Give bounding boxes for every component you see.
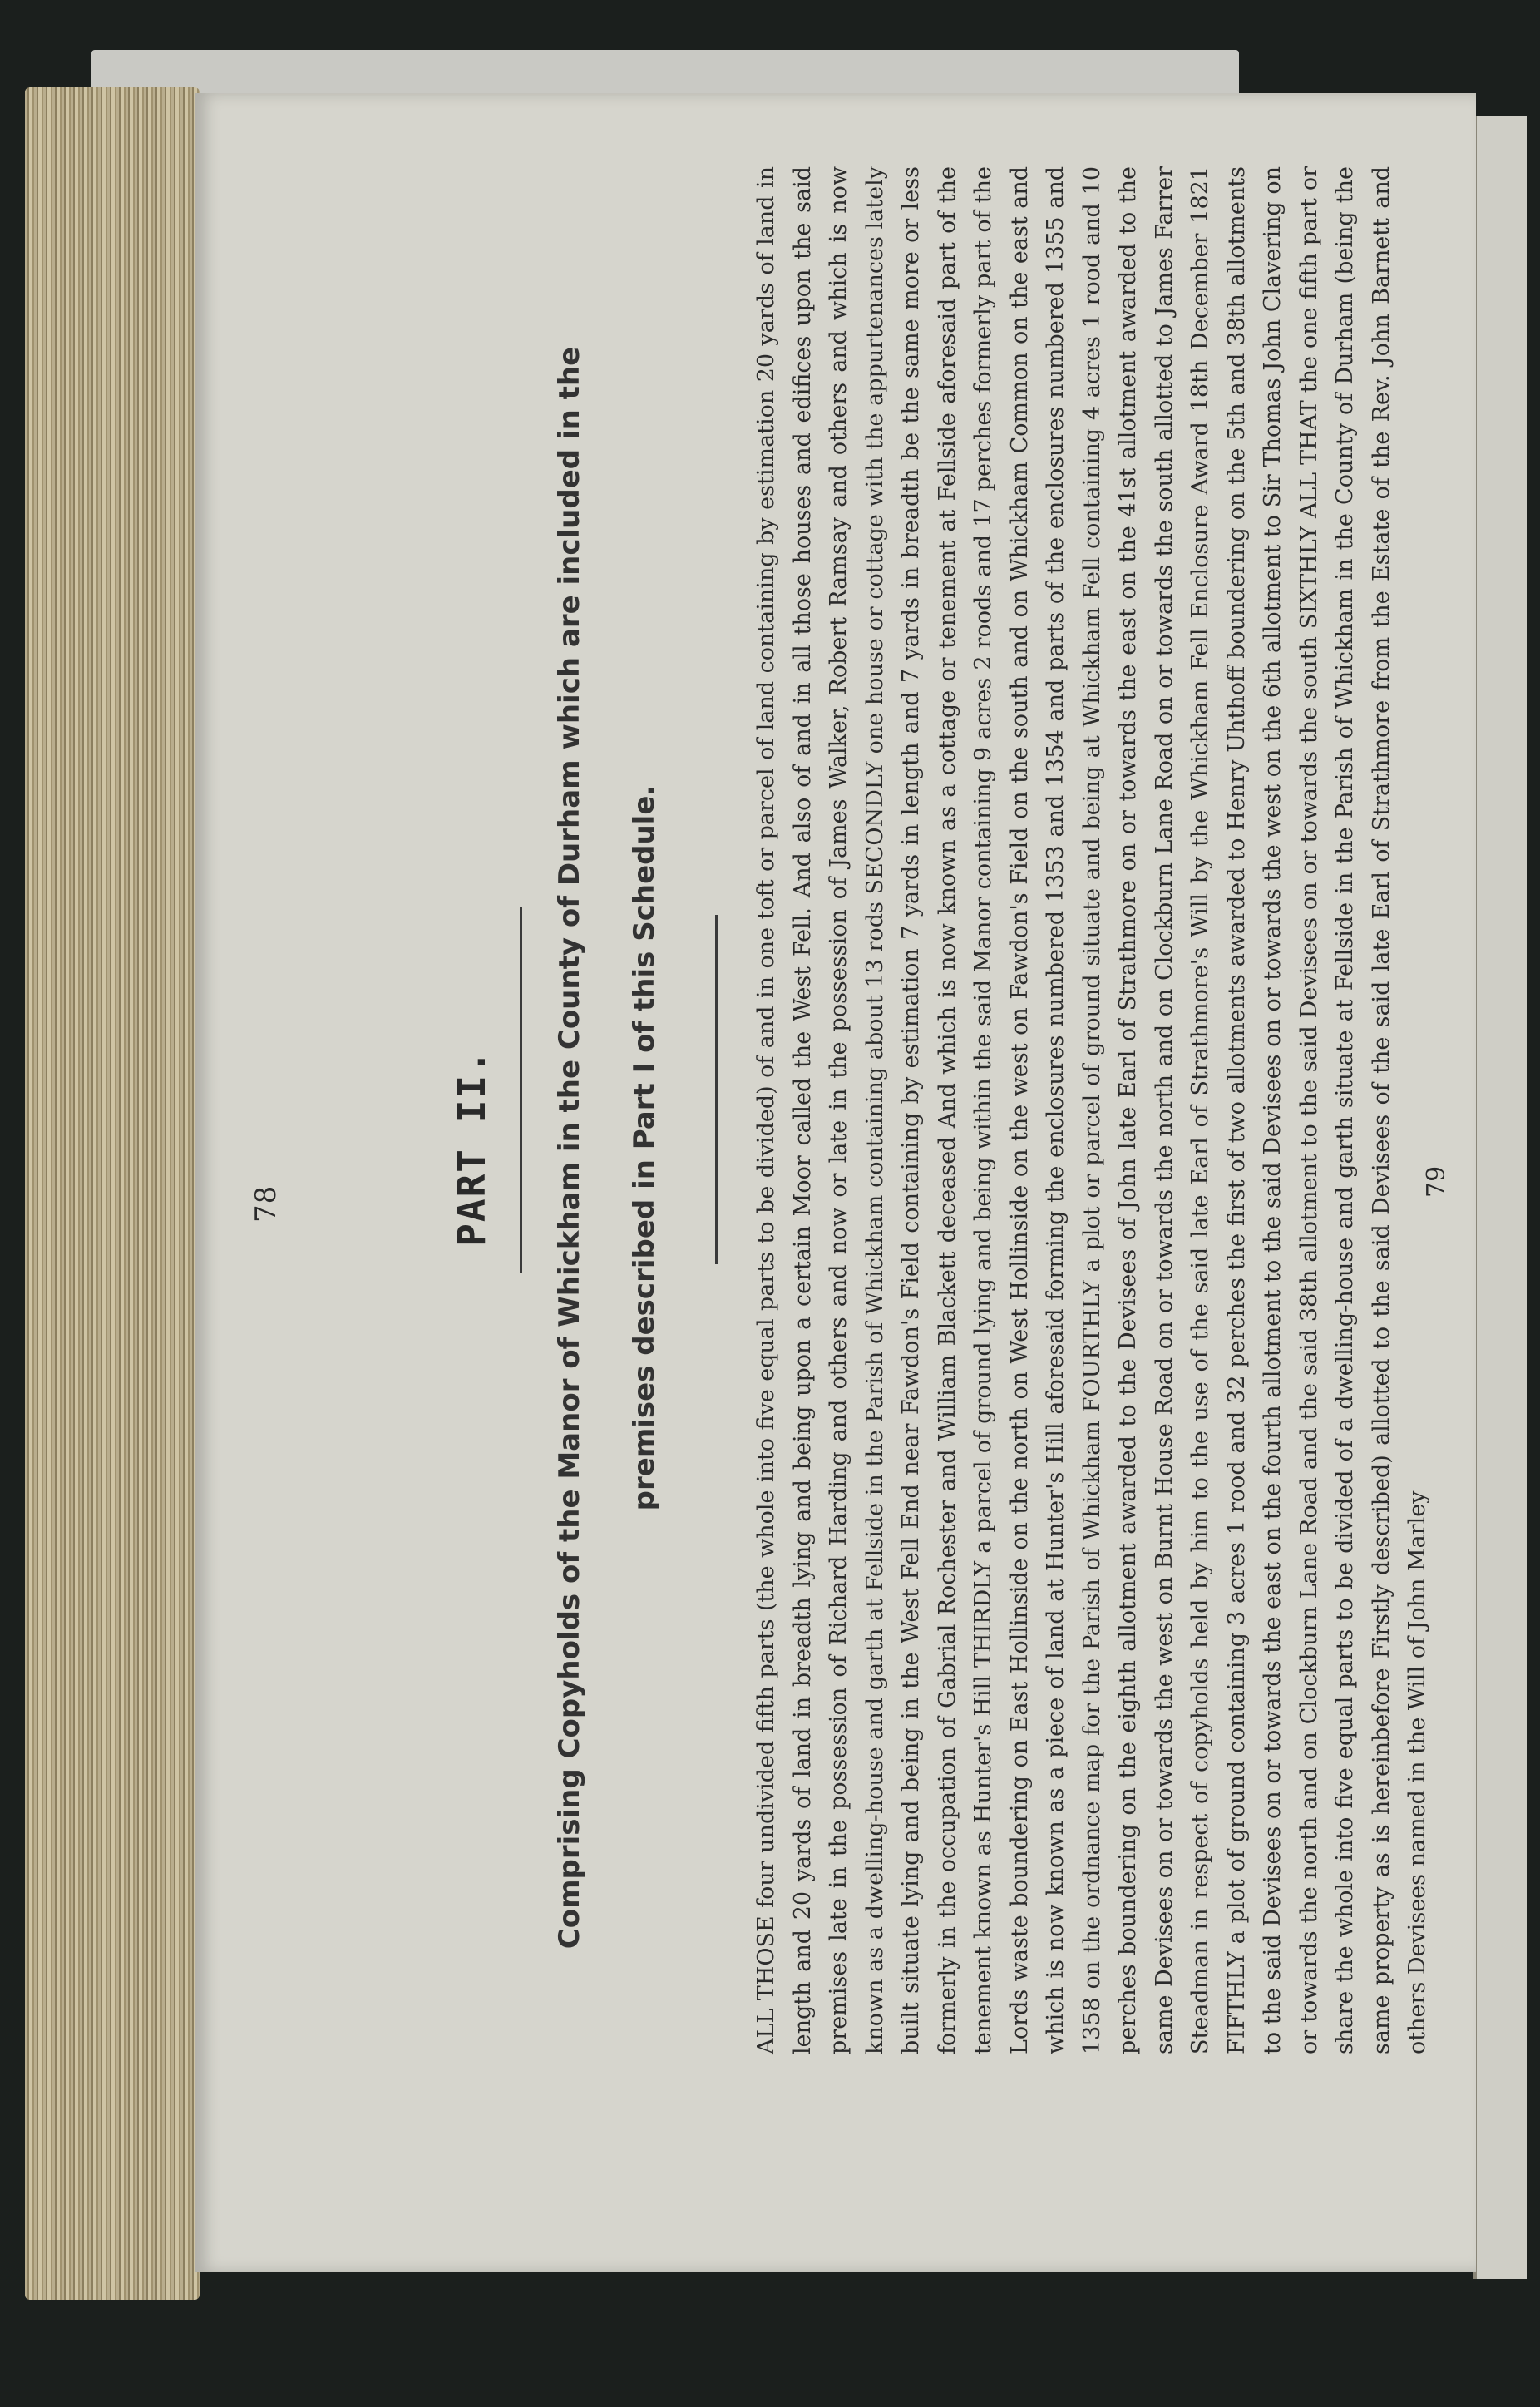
part-title: PART II. (449, 1049, 494, 1247)
facing-page-edge (1473, 116, 1527, 2279)
subtitle-rule (715, 915, 718, 1264)
book-top-edge (91, 50, 1239, 100)
book-page-edges (25, 87, 200, 2300)
subtitle-line-2: premises described in Part I of this Schedule. (628, 784, 661, 1511)
rotated-page-content (200, 100, 1480, 2196)
schedule-body-text: ALL THOSE four undivided fifth parts (the whole into five equal parts to be divided) of and in one toft or parcel of land containing by estimation 20 yards of land in length and 20 yards of land in breadth lying and being upon a certain Moor called the West Fell. And also of and in all those houses and edifices upon the said premises late in the possession of Richard Harding and others and now or late in the possession of James Walker, Robert Ramsay and others and which is now known as a dwelling-house and garth at Fellside in the Parish of Whickham containing about 13 rods SECONDLY one house or cottage with the appurtenances lately built situate lying and being in the West Fell End near Fawdon's Field containing by estimation 7 yards in length and 7 yards in breadth be the same more or less formerly in the occupation of Gabrial Rochester and William Blackett deceased And which is now known as a cottage or tenement at Fellside aforesaid part of the tenement known as Hunter's Hill THIRDLY a parcel of ground lying and being within the said Manor containing 9 acres 2 roods and 17 perches formerly part of the Lords waste boundering on East Hollinside on the north on West Hollinside on the west on Fawdon's Field on the south and on Whickham Common on the east and which is now known as a piece of land at Hunter's Hill aforesaid forming the enclosures numbered 1353 and 1354 and parts of the enclosures numbered 1355 and 1358 on the ordnance map for the Parish of Whickham FOURTHLY a plot or parcel of ground situate and being at Whickham Fell containing 4 acres 1 rood and 10 perches boundering on the eighth allotment awarded to the Devisees of John late Earl of Strathmore on or towards the east on the 41st allotment awarded to the same Devisees on or towards the west on Burnt House Road on or towards the north and on Clockburn Lane Road on or towards the south allotted to James Farrer Steadman in respect of copyholds held by him to the use of the said late Earl of Strathmore's Will by the Whickham Fell Enclosure Award 18th December 1821 FIFTHLY a plot of ground containing 3 acres 1 rood and 32 perches the first of two allotments awarded to Henry Uhthoff boundering on the 5th and 38th allotments to the said Devisees on or towards the east on the fourth allotment to the said Devisees on or towards the west on the 6th allotment to Sir Thomas John Clavering on or towards the north and on Clockburn Lane Road and the said 38th allotment to the said Devisees on or towards the south SIXTHLY ALL THAT the one fifth part or share the whole into five equal parts to be divided of a dwelling-house and garth situate at Fellside in the Parish of Whickham in the County of Durham (being the same property as is hereinbefore Firstly described) allotted to the said Devisees of the said late Earl of Strathmore from the Estate of the Rev. John Barnett and others Devisees named in the Will of John Marley (753, 166, 1430, 2054)
page-number-bottom: 79 (1422, 1165, 1451, 1198)
subtitle-line-1: Comprising Copyholds of the Manor of Whickham in the County of Durham which are included in the (553, 346, 586, 1950)
page-number-top: 78 (249, 1184, 283, 1223)
title-rule (520, 907, 522, 1273)
subtitle (532, 166, 682, 2129)
